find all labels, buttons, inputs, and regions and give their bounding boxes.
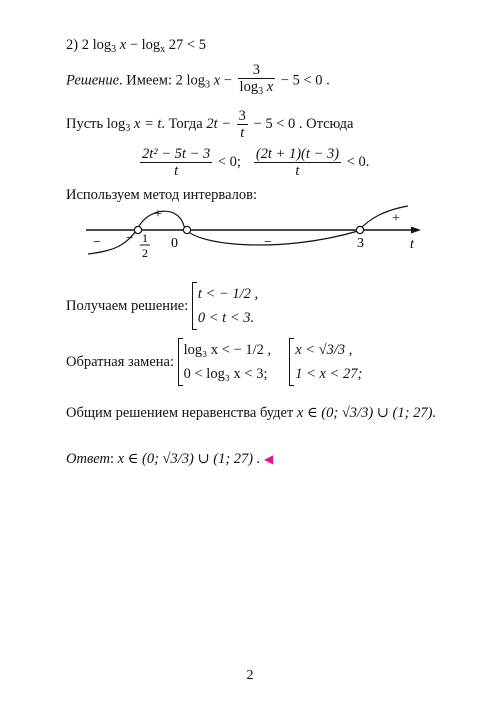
- page-number: 2: [246, 668, 254, 683]
- end-marker-icon: ◀: [264, 452, 274, 466]
- problem-statement: 2) 2 $\log_3 x - \log_x 27 < 5$: [66, 37, 206, 55]
- tick-label-neg-half: −: [126, 230, 134, 245]
- interval-number-line: [80, 196, 430, 270]
- fraction-factored: $\frac{(2t + 1)(t - 3)}{t}$: [255, 146, 340, 179]
- back-sub-system-1: log₃ x < − 1/2 , 0 < log₃ x < 3;: [178, 338, 271, 386]
- tick-label-zero: 0: [171, 236, 178, 251]
- fraction-3-over-log: $\frac{3}{\log_3 x}$: [239, 62, 274, 97]
- tick-label-three: 3: [357, 236, 364, 251]
- solution-line: Решение. Имеем: 2 $\log_3 x$ − $\frac{3}{\log_3 x}$ − 5 < 0 .: [66, 62, 330, 100]
- substitution-line: Пусть $\log_3 x = t$. Тогда 2t − $\frac{3}{t}$ − 5 < 0 . Отсюда: [66, 108, 354, 141]
- point-zero: [183, 226, 190, 233]
- back-sub-system-2: x < √3/3 , 1 < x < 27;: [289, 338, 362, 386]
- fractions-line: $\frac{\text{2t² − 5t − 3}}{t}$ < 0; $\frac{(2t + 1)(t - 3)}{t}$ < 0.: [142, 146, 370, 179]
- svg-text:1: 1: [142, 231, 148, 245]
- sign-1: −: [93, 235, 101, 250]
- svg-text:2: 2: [142, 246, 148, 260]
- fraction-quadratic: $\frac{\text{2t² − 5t − 3}}{t}$: [142, 146, 211, 179]
- sign-3: −: [264, 235, 272, 250]
- result-system: t < − 1/2 , 0 < t < 3.: [192, 282, 258, 330]
- sign-4: +: [392, 211, 400, 226]
- fraction-3-over-t: $\frac{3}{t}$: [238, 108, 246, 141]
- back-substitution-line: Обратная замена: log₃ x < − 1/2 , 0 < log₃ x < 3; x < √3/3 , 1 < x < 27;: [66, 338, 362, 386]
- result-line: Получаем решение: t < − 1/2 , 0 < t < 3.: [66, 282, 258, 330]
- sign-2: +: [154, 207, 162, 222]
- method-line: Используем метод интервалов:: [66, 187, 258, 203]
- point-three: [356, 226, 363, 233]
- point-neg-half: [134, 226, 141, 233]
- axis-var-label: t: [410, 237, 414, 252]
- answer-line: Ответ: x ∈ (0; √3/3) ∪ (1; 27) . ◀: [66, 451, 274, 467]
- axis-arrow: [411, 227, 421, 234]
- general-solution-line: Общим решением неравенства будет x ∈ (0; √3/3) ∪ (1; 27).: [66, 405, 437, 421]
